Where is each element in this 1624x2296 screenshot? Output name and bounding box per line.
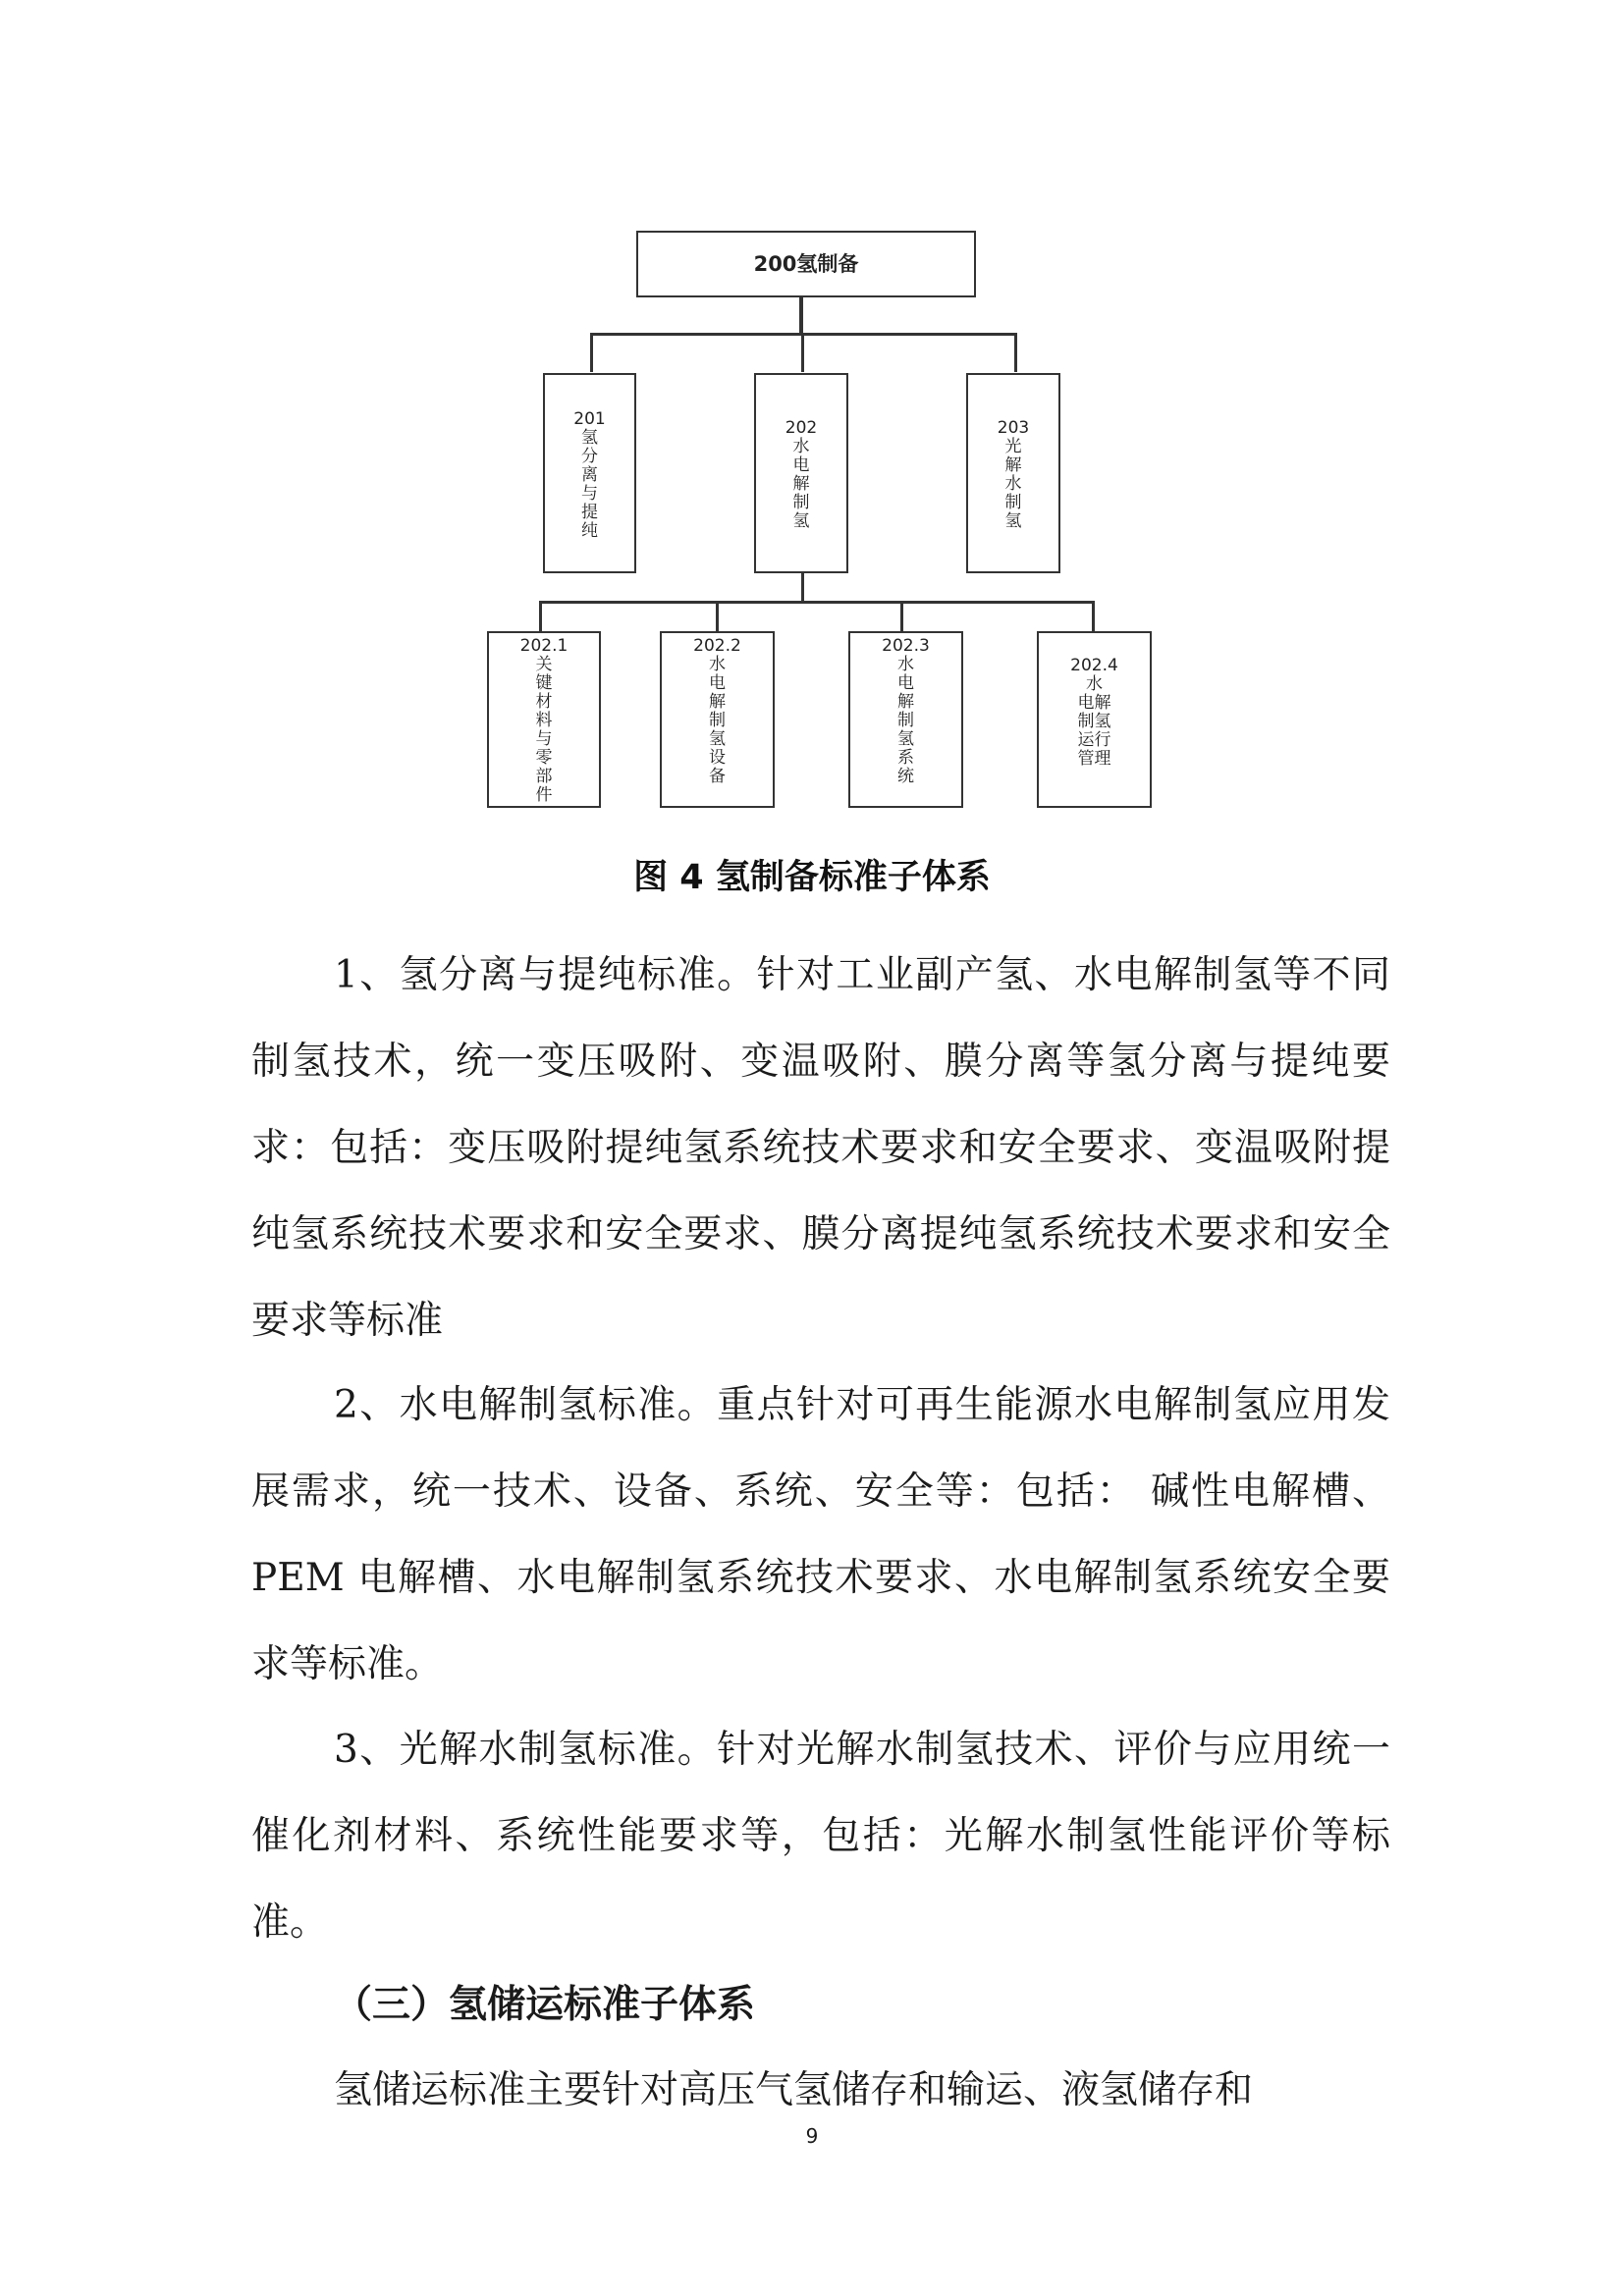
- paragraph-text: 1、氢分离与提纯标准。针对工业副产氢、水电解制氢等不同制氢技术，统一变压吸附、变温吸附、膜分离等氢分离与提纯要求：包括：变压吸附提纯氢系统技术要求和安全要求、变温吸附提纯氢系统技术要求和安全要求、膜分离提纯氢系统技术要求和安全要求等标准: [251, 953, 1390, 1343]
- diagram-root-node: [636, 231, 976, 297]
- connector-203: [1014, 333, 1017, 372]
- diagram-node-201: [543, 373, 636, 573]
- node-char: 光: [1004, 437, 1022, 456]
- connector-202-down: [801, 572, 804, 602]
- figure-caption: 图 4 氢制备标准子体系: [633, 858, 991, 897]
- connector-202-1: [539, 601, 542, 632]
- node-code: 201: [573, 409, 606, 429]
- node-code: 202.2: [693, 636, 741, 656]
- node-char: 管理: [1077, 749, 1111, 769]
- node-char: 提: [581, 503, 598, 522]
- node-char: 备: [709, 767, 726, 786]
- node-char: 部: [535, 767, 553, 786]
- node-code: 202.1: [519, 636, 568, 656]
- node-char: 制: [792, 493, 810, 512]
- node-char: 关: [535, 655, 553, 674]
- connector-level1-bar: [591, 333, 1016, 336]
- connector-202-3: [900, 601, 903, 632]
- node-char: 电解: [1077, 693, 1111, 713]
- node-char: 水: [1086, 674, 1103, 694]
- connector-202-2: [716, 601, 719, 632]
- node-char: 电: [792, 455, 810, 475]
- diagram-node-202-1: [487, 631, 601, 808]
- standard-hierarchy-diagram: [0, 0, 1624, 844]
- paragraph-text: 3、光解水制氢标准。针对光解水制氢技术、评价与应用统一催化剂材料、系统性能要求等，包括：光解水制氢性能评价等标准。: [251, 1728, 1390, 1945]
- node-char: 纯: [581, 521, 598, 541]
- node-char: 氢: [897, 729, 914, 749]
- node-char: 氢: [709, 729, 726, 749]
- node-char: 电: [709, 673, 726, 693]
- paragraph-text: 2、水电解制氢标准。重点针对可再生能源水电解制氢应用发展需求，统一技术、设备、系统、安全等：包括： 碱性电解槽、PEM 电解槽、水电解制氢系统技术要求、水电解制氢系统安全要求等标准。: [251, 1383, 1390, 1686]
- diagram-node-202-2: [660, 631, 775, 808]
- diagram-node-202-4: [1037, 631, 1152, 808]
- node-char: 制氢: [1077, 712, 1111, 731]
- node-char: 与: [581, 484, 598, 504]
- connector-202: [801, 333, 804, 372]
- node-char: 零: [535, 748, 553, 768]
- connector-root-down: [799, 297, 803, 333]
- node-char: 件: [535, 785, 553, 805]
- node-char: 水: [1004, 474, 1022, 494]
- node-char: 与: [535, 729, 553, 749]
- node-char: 解: [897, 692, 914, 712]
- root-label: 200氢制备: [753, 251, 859, 276]
- node-char: 水: [709, 655, 726, 674]
- node-char: 制: [709, 711, 726, 730]
- node-char: 离: [581, 465, 598, 485]
- node-code: 203: [997, 418, 1030, 438]
- node-code: 202.3: [882, 636, 930, 656]
- node-char: 制: [897, 711, 914, 730]
- node-char: 解: [709, 692, 726, 712]
- node-char: 水: [792, 437, 810, 456]
- paragraph-photolysis: [251, 1707, 1390, 1966]
- node-char: 电: [897, 673, 914, 693]
- node-char: 解: [792, 474, 810, 494]
- section-heading: （三）氢储运标准子体系: [334, 1982, 756, 2027]
- node-char: 制: [1004, 493, 1022, 512]
- node-char: 解: [1004, 455, 1022, 475]
- paragraph-water-electrolysis: [251, 1362, 1390, 1708]
- paragraph-storage-intro: [251, 2048, 1390, 2134]
- diagram-node-203: [966, 373, 1060, 573]
- connector-level2-bar: [539, 601, 1094, 604]
- connector-202-4: [1092, 601, 1095, 632]
- node-char: 氢: [1004, 511, 1022, 531]
- diagram-node-202: [754, 373, 848, 573]
- node-char: 系: [897, 748, 914, 768]
- node-char: 键: [535, 673, 553, 693]
- diagram-node-202-3: [848, 631, 963, 808]
- node-code: 202.4: [1070, 656, 1118, 675]
- node-char: 设: [709, 748, 726, 768]
- node-char: 氢: [792, 511, 810, 531]
- connector-201: [590, 333, 593, 372]
- node-code: 202: [785, 418, 818, 438]
- node-char: 材: [535, 692, 553, 712]
- paragraph-text: 氢储运标准主要针对高压气氢储存和输运、液氢储存和: [334, 2068, 1254, 2112]
- node-char: 氢: [581, 428, 598, 448]
- node-char: 运行: [1077, 730, 1111, 750]
- node-char: 水: [897, 655, 914, 674]
- node-char: 分: [581, 447, 598, 466]
- node-char: 料: [535, 711, 553, 730]
- paragraph-hydrogen-separation: [251, 933, 1390, 1364]
- node-char: 统: [897, 767, 914, 786]
- page-number: 9: [805, 2124, 819, 2148]
